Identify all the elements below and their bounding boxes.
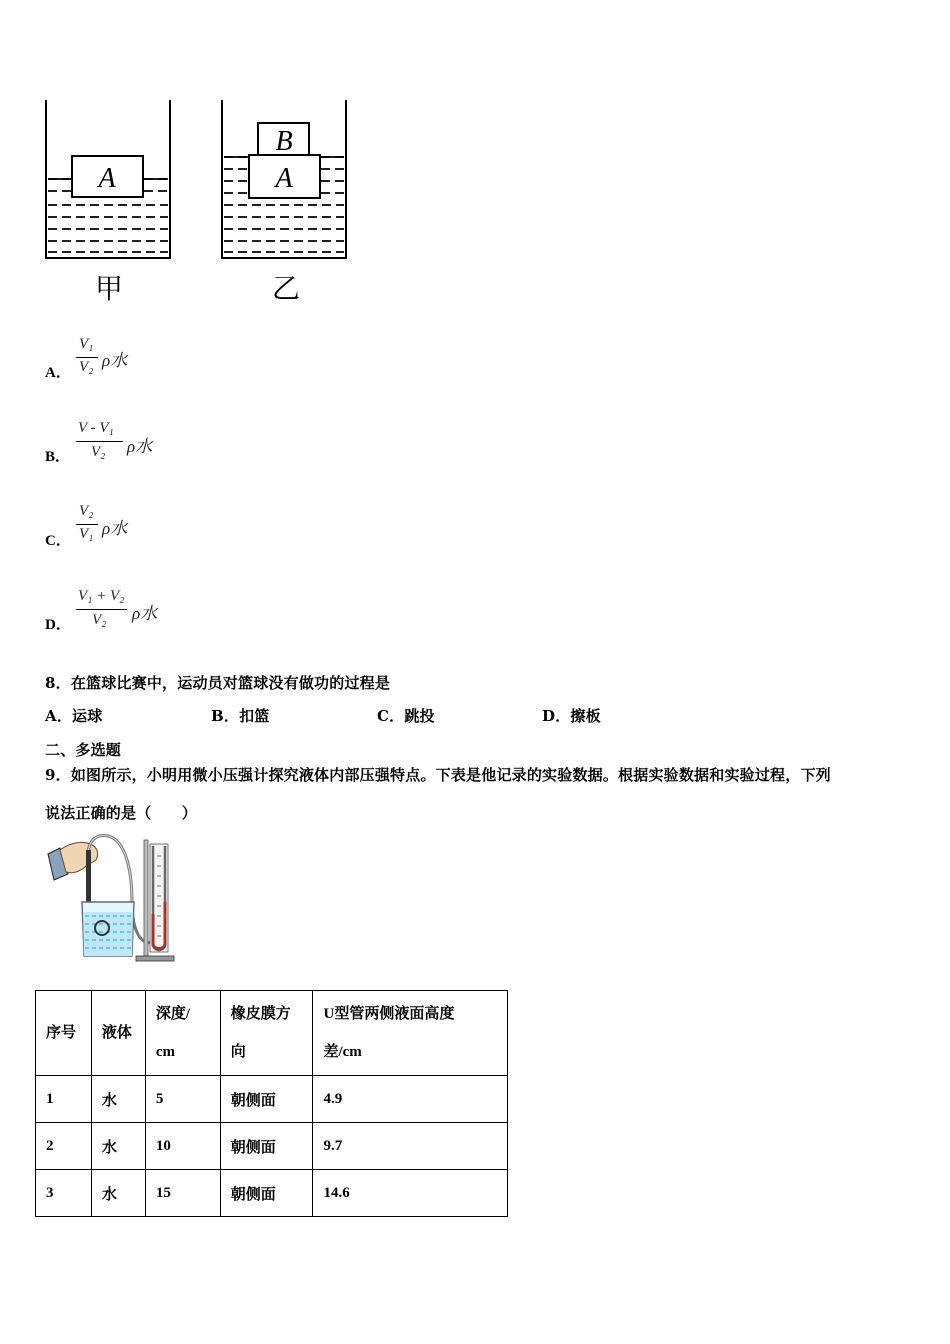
block-b-yi-label: B — [275, 126, 293, 157]
q9-stem-line2: 说法正确的是（ ） — [45, 804, 198, 822]
option-label: A． — [45, 365, 71, 381]
label-jia: 甲 — [94, 272, 124, 305]
header-cell: 序号 — [36, 991, 92, 1076]
table-row — [36, 1123, 508, 1170]
option-label: C． — [45, 533, 71, 549]
q9-stem-line1: 9．如图所示，小明用微小压强计探究液体内部压强特点。下表是他记录的实验数据。根据实验数据和实验过程，下列 — [45, 766, 831, 784]
table-cell: 3 — [36, 1170, 92, 1217]
q8-stem: 8．在篮球比赛中，运动员对篮球没有做功的过程是 — [45, 674, 391, 692]
rho-water: ρ水 — [127, 437, 153, 456]
table-cell: 水 — [91, 1123, 145, 1170]
q8-option-d[interactable]: D．擦板 — [542, 707, 601, 725]
data-table — [35, 990, 508, 1217]
q8-option-a[interactable]: A．运球 — [45, 707, 103, 725]
table-cell: 1 — [36, 1076, 92, 1123]
table-cell: 水 — [91, 1076, 145, 1123]
label-yi: 乙 — [271, 272, 301, 305]
q8-option-b[interactable]: B．扣篮 — [211, 707, 270, 725]
rho-water: ρ水 — [102, 519, 128, 538]
table-cell: 14.6 — [313, 1170, 508, 1217]
table-cell: 9.7 — [313, 1123, 508, 1170]
option-label: D． — [45, 617, 71, 633]
q8-option-c[interactable]: C．跳投 — [377, 707, 435, 725]
pressure-gauge-figure — [46, 832, 186, 964]
table-cell: 朝侧面 — [220, 1123, 313, 1170]
header-cell: 液体 — [91, 991, 145, 1076]
table-row — [36, 1170, 508, 1217]
table-header-row — [36, 991, 508, 1076]
option-label: B． — [45, 449, 71, 465]
block-a-yi-label: A — [275, 163, 293, 194]
block-a-jia-label: A — [98, 163, 116, 194]
containers-figure — [40, 95, 360, 310]
table-cell: 朝侧面 — [220, 1076, 313, 1123]
header-cell: U型管两侧液面高度 差/cm — [313, 991, 508, 1076]
rho-water: ρ水 — [102, 351, 128, 370]
rho-water: ρ水 — [132, 604, 158, 623]
table-cell: 15 — [145, 1170, 220, 1217]
table-row — [36, 1076, 508, 1123]
table-cell: 水 — [91, 1170, 145, 1217]
table-cell: 朝侧面 — [220, 1170, 313, 1217]
table-cell: 2 — [36, 1123, 92, 1170]
table-cell: 4.9 — [313, 1076, 508, 1123]
table-cell: 5 — [145, 1076, 220, 1123]
table-cell: 10 — [145, 1123, 220, 1170]
header-cell: 深度/ cm — [145, 991, 220, 1076]
header-cell: 橡皮膜方 向 — [220, 991, 313, 1076]
section-heading: 二、多选题 — [45, 741, 122, 759]
